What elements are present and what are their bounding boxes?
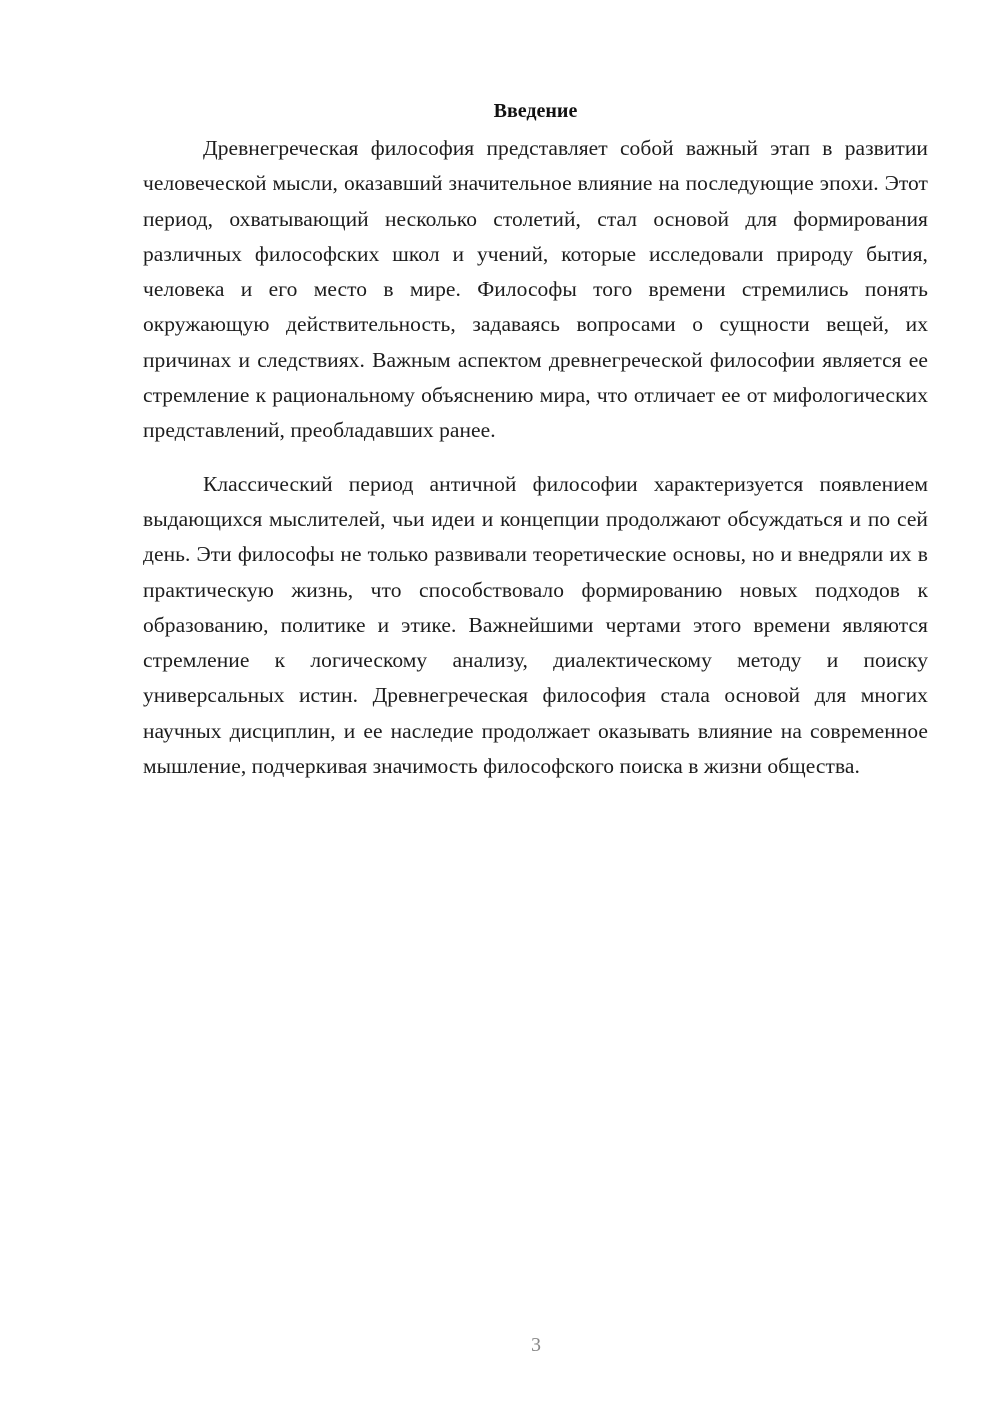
section-heading: Введение	[493, 100, 578, 122]
page-number: 3	[531, 1334, 541, 1356]
paragraph-intro: Древнегреческая философия представляет собой важный этап в развитии человеческой мысли, оказавший значительное влияние на последующие эпохи. Этот период, охватывающий несколько столетий, стал основой для формирования различных философских школ и учений, которые исследовали природу бытия, человека и его место в мире. Философы того времени стремились понять окружающую действительность, задаваясь вопросами о сущности вещей, их причинах и следствиях. Важным аспектом древнегреческой философии является ее стремление к рациональному объяснению мира, что отличает ее от мифологических представлений, преобладавших ранее.	[143, 136, 928, 443]
page-content	[143, 93, 928, 802]
paragraph-classical: Классический период античной философии характеризуется появлением выдающихся мыслителей, чьи идеи и концепции продолжают обсуждаться и по сей день. Эти философы не только развивали теоретические основы, но и внедряли их в практическую жизнь, что способствовало формированию новых подходов к образованию, политике и этике. Важнейшими чертами этого времени являются стремление к логическому анализу, диалектическому методу и поиску универсальных истин. Древнегреческая философия стала основой для многих научных дисциплин, и ее наследие продолжает оказывать влияние на современное мышление, подчеркивая значимость философского поиска в жизни общества.	[143, 471, 928, 779]
